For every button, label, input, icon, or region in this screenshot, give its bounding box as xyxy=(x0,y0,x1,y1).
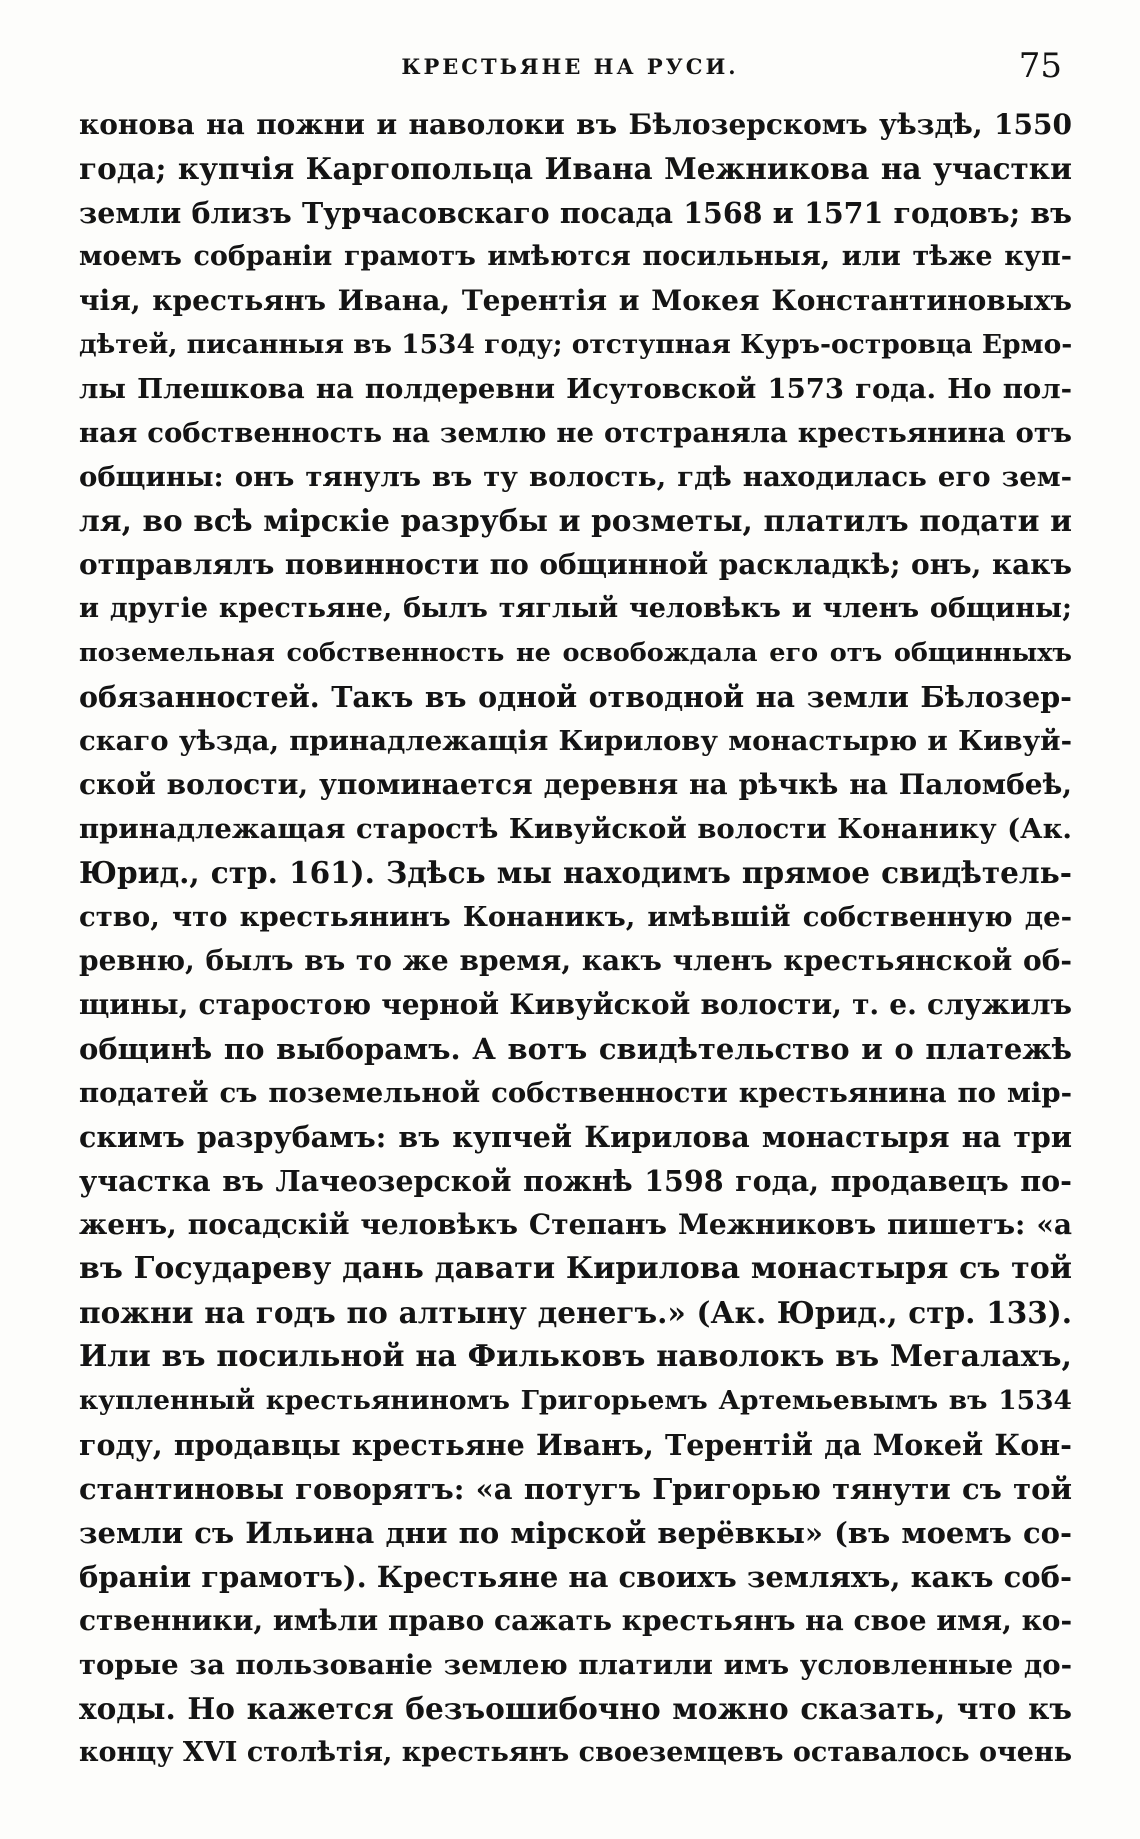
page-number: 75 xyxy=(1018,46,1062,86)
text-line: ство, что крестьянинъ Конаникъ, имѣвшій собственную де- xyxy=(79,901,1072,933)
text-line: пожни на годъ по алтыну денегъ.» (Ак. Юрид., стр. 133). xyxy=(79,1295,1072,1330)
text-line: принадлежащая старостѣ Кивуйской волости Конанику (Ак. xyxy=(79,813,1072,845)
text-line: земли близъ Турчасовскаго посада 1568 и 1571 годовъ; въ xyxy=(79,196,1072,230)
text-line: лы Плешкова на полдеревни Исутовской 1573 года. Но пол- xyxy=(79,373,1072,405)
text-line: поземельная собственность не освобождала его отъ общинныхъ xyxy=(79,638,1072,668)
text-line: года; купчія Каргопольца Ивана Межникова на участки xyxy=(79,151,1072,186)
text-line: Или въ посильной на Фильковъ наволокъ въ Мегалахъ, xyxy=(79,1339,1072,1374)
text-line: ходы. Но кажется безъошибочно можно сказать, что къ xyxy=(79,1691,1072,1726)
text-line: скимъ разрубамъ: въ купчей Кирилова монастыря на три xyxy=(79,1120,1072,1154)
text-line: обязанностей. Такъ въ одной отводной на земли Бѣлозер- xyxy=(79,680,1072,714)
text-line: щины, старостою черной Кивуйской волости, т. е. служилъ xyxy=(79,988,1072,1021)
text-line: участка въ Лачеозерской пожнѣ 1598 года, продавецъ по- xyxy=(79,1164,1072,1198)
text-line: женъ, посадскій человѣкъ Степанъ Межниковъ пишетъ: «а xyxy=(79,1208,1072,1241)
text-line: и другіе крестьяне, былъ тяглый человѣкъ и членъ общины; xyxy=(79,593,1072,624)
text-line: купленный крестьяниномъ Григорьемъ Артемьевымъ въ 1534 xyxy=(79,1385,1072,1416)
text-line: году, продавцы крестьяне Иванъ, Терентій да Мокей Кон- xyxy=(79,1428,1072,1462)
text-line: земли съ Ильина дни по мірской верёвкы» (въ моемъ со- xyxy=(79,1516,1072,1550)
text-line: ля, во всѣ мірскіе разрубы и розметы, платилъ подати и xyxy=(79,503,1072,538)
text-line: дѣтей, писанныя въ 1534 году; отступная Куръ-островца Ермо- xyxy=(79,329,1072,360)
text-line: браніи грамотъ). Крестьяне на своихъ земляхъ, какъ соб- xyxy=(79,1560,1072,1594)
text-line: общинѣ по выборамъ. А вотъ свидѣтельство и о платежѣ xyxy=(79,1032,1072,1066)
text-line: отправлялъ повинности по общинной раскладкѣ; онъ, какъ xyxy=(79,548,1072,581)
text-line: общины: онъ тянулъ въ ту волость, гдѣ находилась его зем- xyxy=(79,461,1072,493)
text-line: стантиновы говорятъ: «а потугъ Григорью тянути съ той xyxy=(79,1472,1072,1506)
text-line: ревню, былъ въ то же время, какъ членъ крестьянской об- xyxy=(79,944,1072,977)
body-text xyxy=(79,103,1072,1775)
text-line: ской волости, упоминается деревня на рѣчкѣ на Паломбеѣ, xyxy=(79,768,1072,801)
text-line: въ Государеву дань давати Кирилова монастыря съ той xyxy=(79,1251,1072,1286)
text-line: Юрид., стр. 161). Здѣсь мы находимъ прямое свидѣтель- xyxy=(79,855,1072,890)
running-head xyxy=(0,46,1140,86)
text-line: ная собственность на землю не отстраняла крестьянина отъ xyxy=(79,417,1072,449)
text-line: конова на пожни и наволоки въ Бѣлозерскомъ уѣздѣ, 1550 xyxy=(79,108,1072,141)
text-line: моемъ собраніи грамотъ имѣются посильныя, или тѣже куп- xyxy=(79,241,1072,272)
text-line: концу XVI столѣтія, крестьянъ своеземцевъ оставалось очень xyxy=(79,1737,1072,1768)
text-line: ственники, имѣли право сажать крестьянъ на свое имя, ко- xyxy=(79,1604,1072,1637)
text-line: скаго уѣзда, принадлежащія Кирилову монастырю и Кивуй- xyxy=(79,725,1072,757)
text-line: торые за пользованіе землею платили имъ условленные до- xyxy=(79,1649,1072,1681)
running-title: КРЕСТЬЯНЕ НА РУСИ. xyxy=(401,54,739,79)
text-line: чія, крестьянъ Ивана, Терентія и Мокея Константиновыхъ xyxy=(79,284,1072,317)
text-line: податей съ поземельной собственности крестьянина по мір- xyxy=(79,1077,1072,1109)
